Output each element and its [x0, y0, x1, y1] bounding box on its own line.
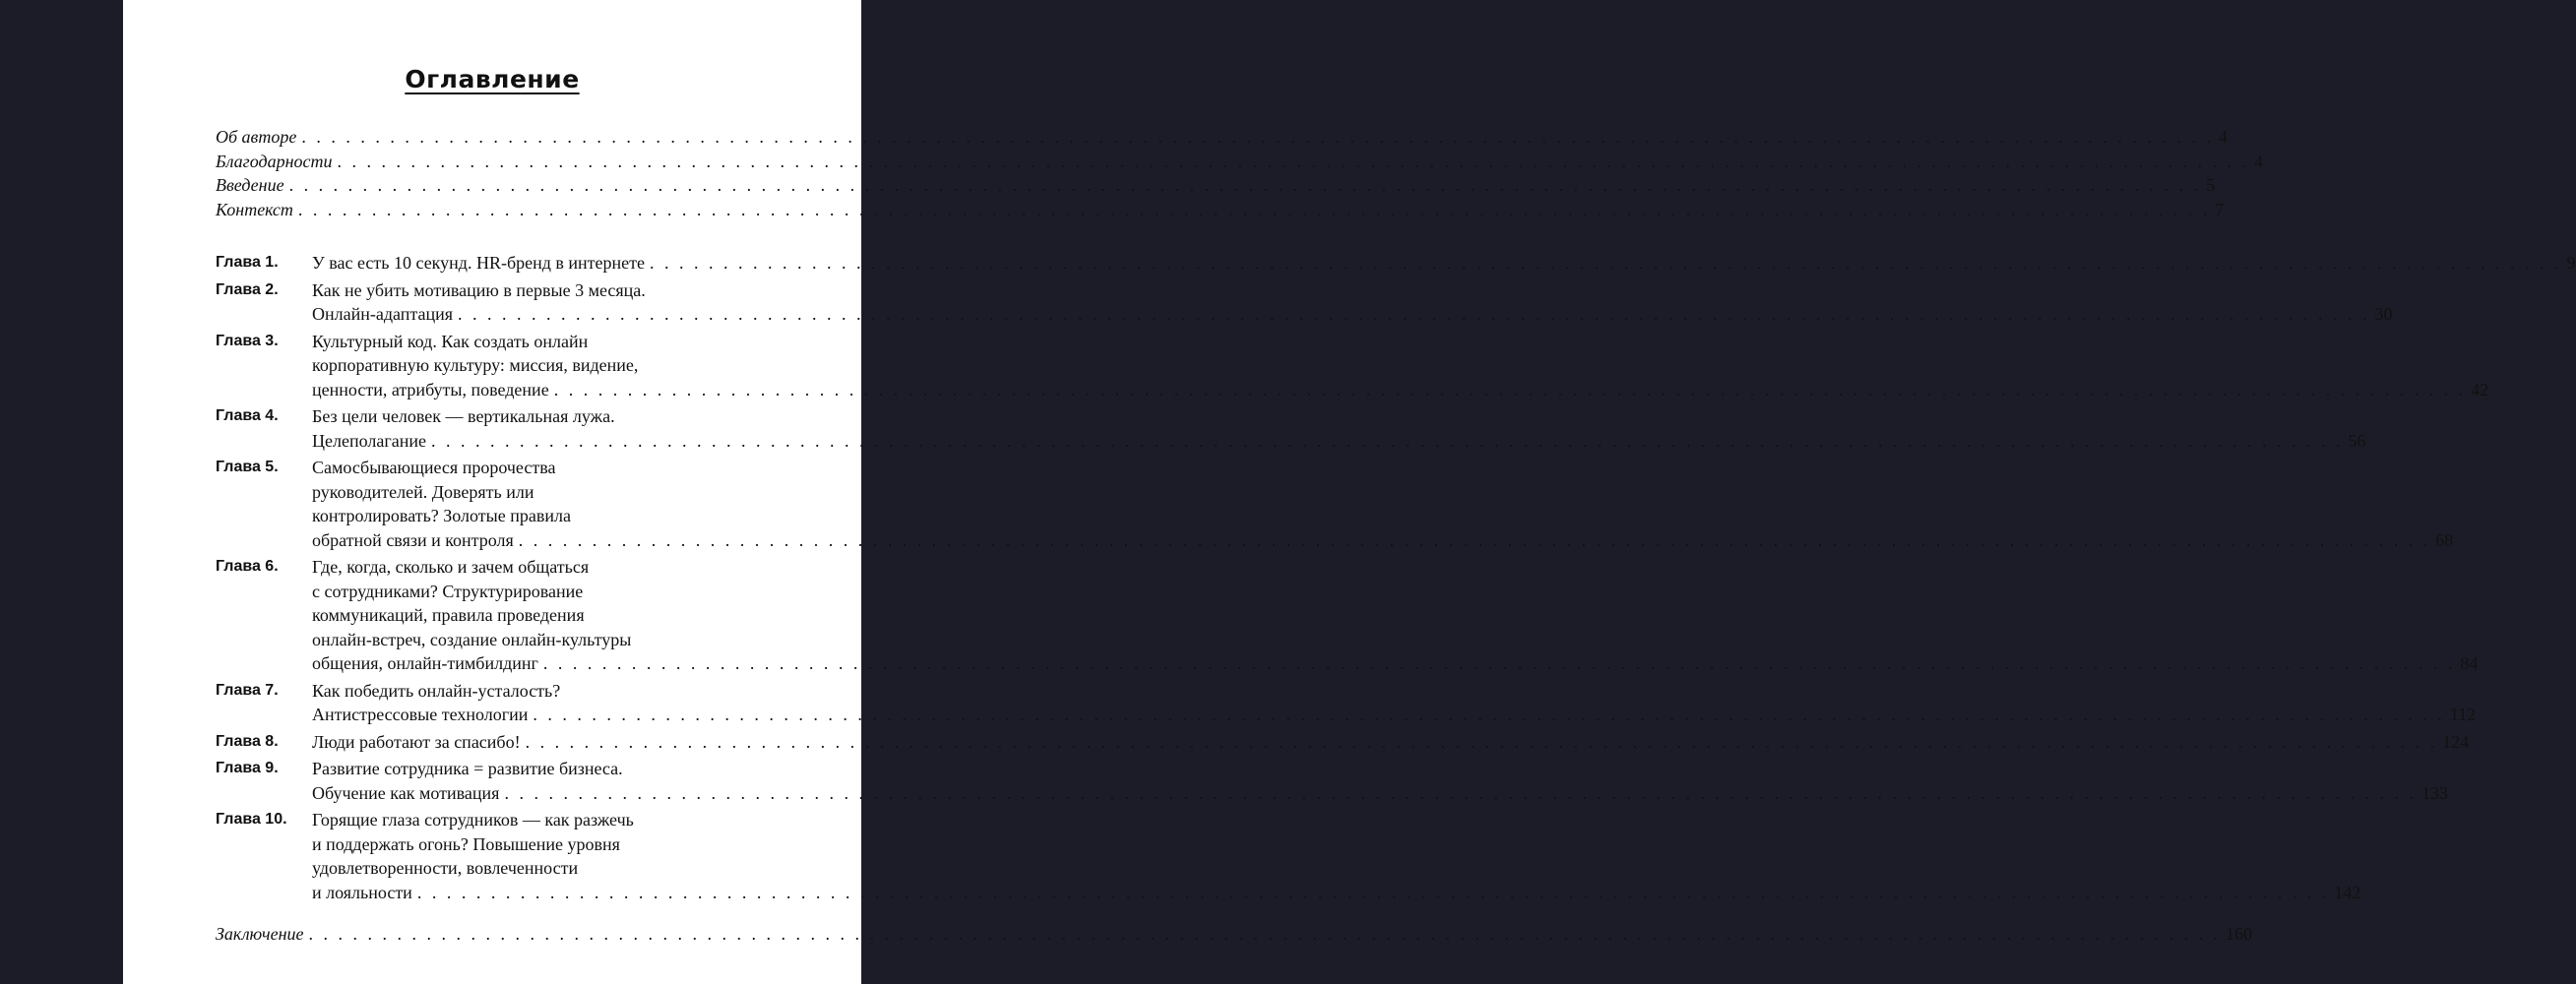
- front-matter-entry[interactable]: [216, 198, 2225, 222]
- toc-entry-title: Контекст: [216, 199, 293, 219]
- toc-page-number: 112: [2449, 705, 2477, 724]
- chapter-title-line: [312, 302, 2393, 327]
- toc-page-number: 4: [2254, 151, 2263, 171]
- chapter-title: [312, 456, 2453, 552]
- toc-page-number: 56: [2348, 430, 2366, 451]
- chapter-title: [312, 679, 2476, 727]
- chapter-title-line: [312, 730, 2469, 755]
- spacer: [216, 221, 745, 251]
- chapter-title-line: коммуникаций, правила проведения: [312, 605, 585, 625]
- chapter-title: [312, 555, 2478, 676]
- chapter-title-line: руководителей. Доверять или: [312, 481, 534, 502]
- page-title: Оглавление: [405, 65, 580, 93]
- toc-page-number: 84: [2460, 653, 2479, 673]
- leader-dots: [431, 429, 2344, 454]
- chapter-title: [312, 404, 2365, 453]
- toc-page-number: 68: [2435, 529, 2454, 550]
- chapter-entry[interactable]: [216, 456, 2454, 552]
- leader-dots: [338, 150, 2250, 174]
- chapter-title-line: Как победить онлайн-усталость?: [312, 680, 561, 701]
- leader-dots: [519, 528, 2431, 553]
- chapter-title: [312, 278, 2393, 327]
- chapter-entry[interactable]: [216, 251, 2576, 276]
- chapter-label: Глава 10.: [216, 811, 287, 828]
- chapter-title-line: Как не убить мотивацию в первые 3 месяца.: [312, 279, 646, 300]
- chapter-title-line: [312, 781, 2448, 806]
- leader-dots: [504, 781, 2417, 806]
- toc-page-number: 5: [2206, 175, 2216, 195]
- chapter-title-line: [312, 429, 2365, 454]
- chapter-title-line: корпоративную культуру: миссия, видение,: [312, 355, 639, 375]
- chapter-title-text: Обучение как мотивация: [312, 782, 500, 803]
- chapter-title-line: [312, 378, 2488, 402]
- toc-page-number: 7: [2215, 199, 2225, 219]
- front-matter-entry[interactable]: [216, 125, 2228, 150]
- toc-page-number: 9: [2566, 253, 2576, 273]
- leader-dots: [289, 173, 2202, 198]
- toc-page-number: 160: [2226, 924, 2252, 944]
- chapter-title-text: общения, онлайн-тимбилдинг: [312, 653, 538, 673]
- chapter-title-text: ценности, атрибуты, поведение: [312, 379, 549, 400]
- toc-page-number: 133: [2420, 782, 2448, 803]
- chapter-entry[interactable]: [216, 730, 2470, 755]
- toc-page-number: 30: [2374, 304, 2393, 324]
- chapter-label: Глава 3.: [216, 332, 279, 349]
- chapter-entry[interactable]: [216, 555, 2479, 676]
- toc-entry-title: Благодарности: [216, 151, 333, 171]
- chapter-title-line: контролировать? Золотые правила: [312, 506, 571, 525]
- chapter-label: Глава 7.: [216, 681, 279, 699]
- chapter-title-line: с сотрудниками? Структурирование: [312, 581, 584, 601]
- chapter-entry[interactable]: [216, 679, 2477, 727]
- chapter-title-line: и поддержать огонь? Повышение уровня: [312, 833, 620, 854]
- chapter-title-line: Развитие сотрудника = развитие бизнеса.: [312, 759, 623, 778]
- chapter-title-text: Люди работают за спасибо!: [312, 731, 521, 752]
- page-number: 3: [778, 924, 786, 941]
- chapter-label: Глава 8.: [216, 732, 279, 750]
- chapter-entry[interactable]: [216, 278, 2393, 327]
- chapter-title-text: Антистрессовые технологии: [312, 705, 529, 724]
- chapter-title: [312, 730, 2469, 755]
- leader-dots: [554, 378, 2467, 402]
- leader-dots: [417, 881, 2330, 905]
- spacer: [216, 904, 745, 922]
- front-matter-entry[interactable]: [216, 173, 2216, 198]
- front-matter-entry[interactable]: [216, 150, 2263, 174]
- chapter-title-text: Онлайн-адаптация: [312, 304, 454, 324]
- chapter-label: Глава 5.: [216, 459, 279, 475]
- chapter-title-text: Целеполагание: [312, 430, 426, 451]
- chapter-title-line: [312, 881, 2360, 905]
- chapter-title-line: Без цели человек — вертикальная лужа.: [312, 406, 615, 426]
- chapter-title: [312, 251, 2576, 276]
- chapter-title-line: Горящие глаза сотрудников — как разжечь: [312, 810, 634, 830]
- chapter-entry[interactable]: [216, 808, 2361, 904]
- toc-entry-title: Заключение: [216, 924, 304, 944]
- toc-page-number: 124: [2442, 731, 2470, 752]
- toc-page-number: 142: [2334, 882, 2361, 902]
- leader-dots: [298, 198, 2211, 222]
- toc-page-number: 42: [2471, 379, 2489, 400]
- chapter-title-line: [312, 651, 2478, 676]
- chapter-title-line: онлайн-встреч, создание онлайн-культуры: [312, 629, 632, 649]
- toc-entry-title: Введение: [216, 175, 284, 195]
- chapter-title-text: У вас есть 10 секунд. HR-бренд в интернете: [312, 253, 646, 273]
- chapter-title-line: Самосбывающиеся пророчества: [312, 458, 556, 477]
- leader-dots: [309, 922, 2222, 947]
- chapter-label: Глава 4.: [216, 407, 279, 424]
- chapter-label: Глава 6.: [216, 558, 279, 575]
- chapter-entry[interactable]: [216, 404, 2366, 453]
- chapter-title-line: удовлетворенности, вовлеченности: [312, 858, 579, 878]
- leader-dots: [543, 651, 2456, 676]
- chapter-title-line: Культурный код. Как создать онлайн: [312, 331, 589, 351]
- leader-dots: [458, 302, 2370, 327]
- chapter-title-line: [312, 703, 2476, 727]
- chapter-title: [312, 330, 2488, 402]
- chapter-title-text: обратной связи и контроля: [312, 529, 514, 550]
- chapter-title: [312, 757, 2448, 805]
- chapter-label: Глава 9.: [216, 760, 279, 776]
- chapter-label: Глава 2.: [216, 280, 279, 298]
- table-of-contents: [216, 125, 2576, 947]
- toc-entry-title: Об авторе: [216, 127, 297, 147]
- chapter-entry[interactable]: [216, 330, 2489, 402]
- leader-dots: [650, 251, 2562, 276]
- leader-dots: [526, 730, 2438, 755]
- chapter-label: Глава 1.: [216, 254, 279, 271]
- book-page: [123, 0, 2576, 984]
- chapter-title-text: и лояльности: [312, 882, 412, 902]
- toc-page-number: 4: [2218, 127, 2228, 147]
- chapter-title: [312, 808, 2360, 904]
- leader-dots: [533, 703, 2445, 727]
- chapter-entry[interactable]: [216, 757, 2448, 805]
- chapter-title-line: [312, 251, 2576, 276]
- leader-dots: [301, 125, 2214, 150]
- chapter-title-line: Где, когда, сколько и зачем общаться: [312, 557, 590, 577]
- chapter-title-line: [312, 528, 2453, 553]
- back-matter-entry[interactable]: [216, 922, 2252, 947]
